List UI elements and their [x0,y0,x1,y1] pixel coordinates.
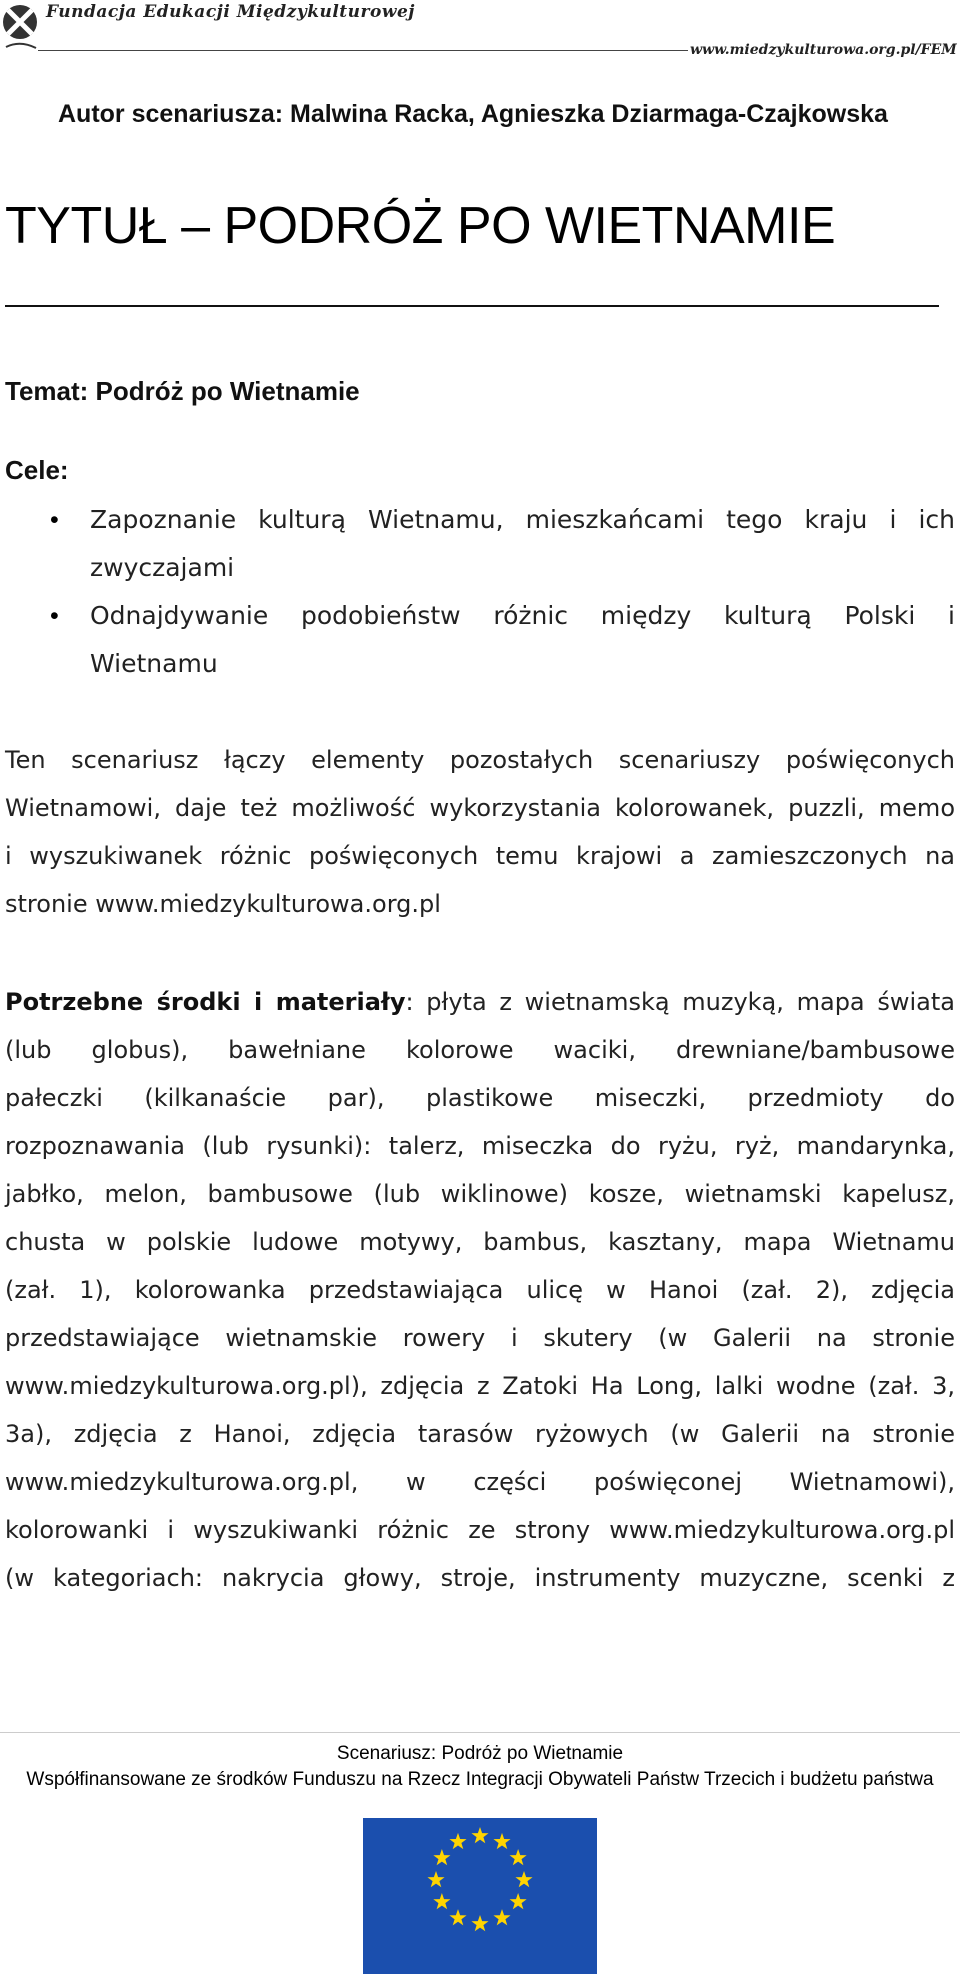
paragraph-line: pałeczki (kilkanaście par), plastikowe miseczki, przedmioty do [5,1084,955,1112]
paragraph-line: (w kategoriach: nakrycia głowy, stroje, instrumenty muzyczne, scenki z [5,1564,955,1592]
topic-heading: Temat: Podróż po Wietnamie [5,376,360,406]
author-line: Autor scenariusza: Malwina Racka, Agnieszka Dziarmaga-Czajkowska [58,100,888,128]
paragraph-line: rozpoznawania (lub rysunki): talerz, miseczka do ryżu, ryż, mandarynka, [5,1132,955,1160]
intro-paragraph [5,736,955,928]
materials-label: Potrzebne środki i materiały [5,988,406,1016]
goal-line: zwyczajami [90,553,235,582]
paragraph-line: www.miedzykulturowa.org.pl), zdjęcia z Zatoki Ha Long, lalki wodne (zał. 3, [5,1372,955,1400]
paragraph-line [5,978,955,1026]
fem-logo-icon [2,2,38,57]
footer-divider [0,1732,960,1733]
paragraph-line: Ten scenariusz łączy elementy pozostałych scenariuszy poświęconych [5,746,955,774]
organization-name: Fundacja Edukacji Międzykulturowej [46,2,415,22]
paragraph-line: 3a), zdjęcia z Hanoi, zdjęcia tarasów ryżowych (w Galerii na stronie [5,1420,955,1448]
materials-first-line: : płyta z wietnamską muzyką, mapa świata [405,988,955,1016]
goal-line: Zapoznanie kulturą Wietnamu, mieszkańcami tego kraju i ich [90,505,955,534]
paragraph-line: www.miedzykulturowa.org.pl, w części poświęconej Wietnamowi), [5,1468,955,1496]
paragraph-line: (zał. 1), kolorowanka przedstawiająca ulicę w Hanoi (zał. 2), zdjęcia [5,1276,955,1304]
goal-line: Odnajdywanie podobieństw różnic między kulturą Polski i [90,601,955,630]
materials-paragraph [5,978,955,1602]
paragraph-line: kolorowanki i wyszukiwanki różnic ze strony www.miedzykulturowa.org.pl [5,1516,955,1544]
eu-flag-icon [363,1818,597,1974]
paragraph-line: stronie www.miedzykulturowa.org.pl [5,890,441,918]
goals-heading: Cele: [5,455,69,485]
organization-url[interactable]: www.miedzykulturowa.org.pl/FEM [690,42,957,58]
paragraph-line: (lub globus), bawełniane kolorowe waciki, drewniane/bambusowe [5,1036,955,1064]
goal-line: Wietnamu [90,649,218,678]
paragraph-line: jabłko, melon, bambusowe (lub wiklinowe) kosze, wietnamski kapelusz, [5,1180,955,1208]
footer-title: Scenariusz: Podróż po Wietnamie [336,1743,624,1764]
paragraph-line: przedstawiające wietnamskie rowery i skutery (w Galerii na stronie [5,1324,955,1352]
bullet-icon: • [50,602,59,630]
title-underline [5,305,939,307]
page-title: TYTUŁ – PODRÓŻ PO WIETNAMIE [5,197,836,255]
bullet-icon: • [50,506,59,534]
paragraph-line: chusta w polskie ludowe motywy, bambus, kasztany, mapa Wietnamu [5,1228,955,1256]
goal-item [50,592,955,688]
header-divider [38,50,688,51]
footer-funding-note: Współfinansowane ze środków Funduszu na Rzecz Integracji Obywateli Państw Trzecich i budżetu państwa [26,1769,934,1790]
paragraph-line: i wyszukiwanek różnic poświęconych temu krajowi a zamieszczonych na [5,842,955,870]
goal-item [50,496,955,592]
paragraph-line: Wietnamowi, daje też możliwość wykorzystania kolorowanek, puzzli, memo [5,794,955,822]
